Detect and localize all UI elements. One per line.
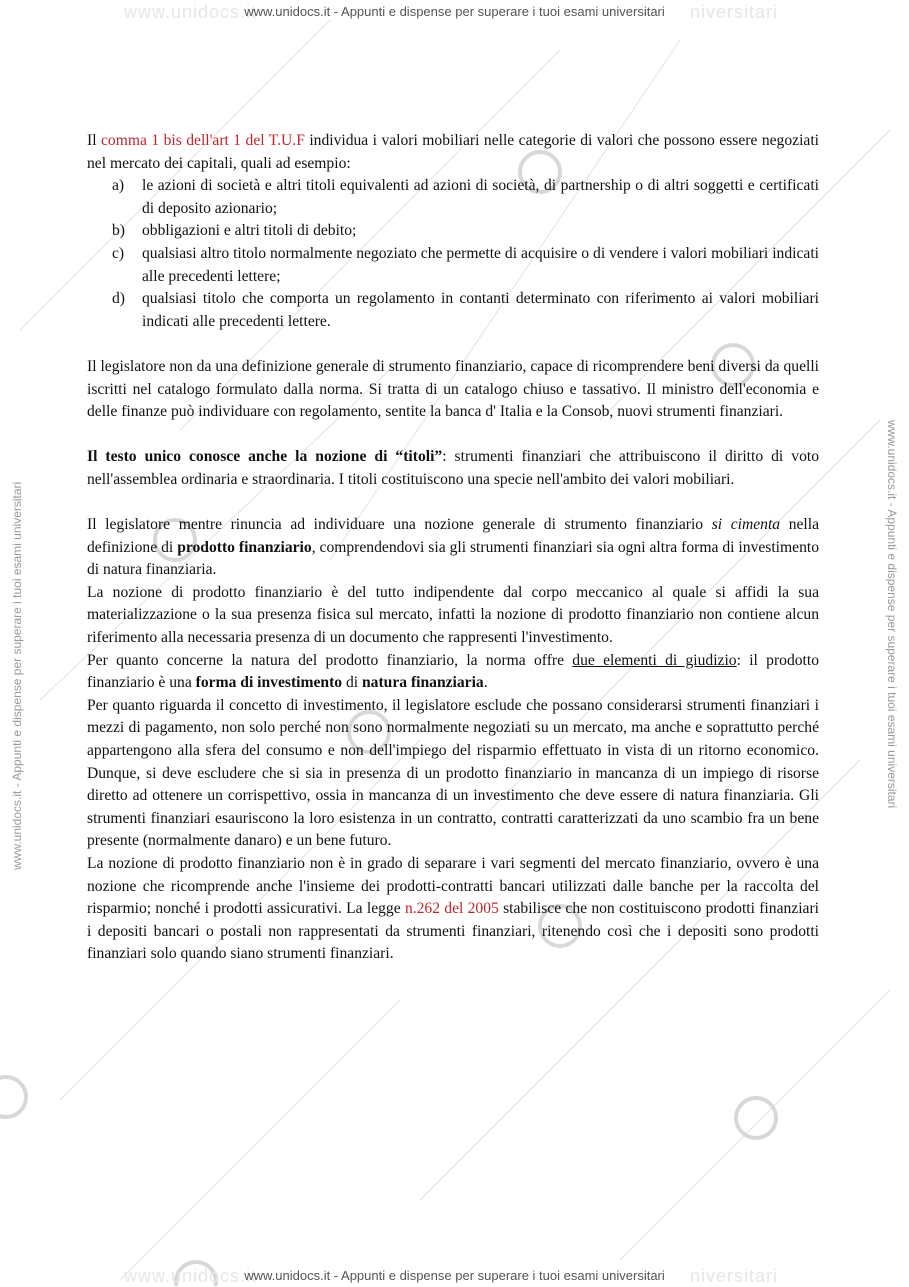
watermark-ghost-bottom: www.unidocs.it — [124, 1266, 258, 1286]
bold-text: forma di investimento — [195, 674, 343, 692]
list-item — [87, 220, 819, 243]
document-body — [87, 130, 819, 966]
bold-text: prodotto finanziario — [177, 538, 312, 556]
paragraph-segmenti — [87, 853, 819, 966]
text: stabilisce che non costituiscono prodotti finanziari i depositi bancari o postali non rappresentati da strumenti finanziari, ritenendo così che i depositi sono prodotti finanziari solo quando siano strumenti finanziari. — [87, 900, 819, 963]
side-watermark-right: www.unidocs.it - Appunti e dispense per superare i tuoi esami universitari — [885, 420, 899, 809]
italic-text: si cimenta — [711, 516, 781, 534]
watermark-ghost-top-right: niversitari — [690, 2, 779, 22]
side-watermark-left: www.unidocs.it - Appunti e dispense per superare i tuoi esami universitari — [10, 481, 24, 870]
list-item-text: qualsiasi titolo che comporta un regolamento in contanti determinato con riferimento ai valori mobiliari indicati alle precedenti lettere. — [142, 290, 819, 330]
text: Il legislatore mentre rinuncia ad individuare una nozione generale di strumento finanziario — [87, 516, 712, 534]
text: nella definizione di — [87, 516, 820, 556]
underlined-text: due elementi di giudizio — [572, 651, 737, 669]
bold-text: natura finanziaria — [362, 674, 484, 692]
list-item — [87, 175, 819, 220]
list-item — [87, 288, 819, 333]
list-marker: d) — [112, 290, 125, 308]
text: Per quanto concerne la natura del prodotto finanziario, la norma offre — [87, 651, 573, 669]
paragraph-investimento: Per quanto riguarda il concetto di investimento, il legislatore esclude che possano considerarsi strumenti finanziari i mezzi di pagamento, non solo perché non sono normalmente negoziati su un mercato, ma anche e soprattutto perché appartengono alla sfera del consumo e non dell'impiego del risparmio effettuato in vista di un ritorno economico. Dunque, si deve escludere che si sia in presenza di un prodotto finanziario in mancanza di un impiego di risorse diretto ad ottenere un corrispettivo, ossia in mancanza di un investimento che deve essere di natura finanziaria. Gli strumenti finanziari esauriscono la loro esistenza in un contratto, contratti caratterizzati da uno scambio fra un bene presente (normalmente danaro) e un bene futuro. — [87, 696, 819, 850]
text: Il — [87, 132, 101, 149]
law-reference: n.262 del 2005 — [404, 900, 499, 918]
bold-text: Il testo unico conosce anche la nozione di “titoli” — [87, 448, 443, 466]
text: La nozione di prodotto finanziario non è in grado di separare i vari segmenti del mercato finanziario, ovvero è una nozione che ricomprende anche l'insieme dei prodotti-contratti bancari utilizzati dalle banche per la raccolta del risparmio; nonché i prodotti assicurativi. La legge — [87, 855, 819, 918]
list-item-text: obbligazioni e altri titoli di debito; — [142, 222, 357, 240]
paragraph-definition: Il legislatore non da una definizione generale di strumento finanziario, capace di ricomprendere beni diversi da quelli iscritti nel catalogo formulato dalla norma. Si tratta di un catalogo chiuso e tassativo. Il ministro dell'economia e delle finanze può individuare con regolamento, sentite la banca d' Italia e la Consob, nuovi strumenti finanziari. — [87, 357, 819, 421]
paragraph-natura — [87, 650, 819, 695]
unidocs-logo-icon — [736, 1098, 776, 1138]
paragraph-titoli — [87, 446, 819, 491]
unidocs-logo-icon — [0, 1077, 26, 1117]
paragraph-securities-intro — [87, 130, 819, 175]
watermark-ghost-top: www.unidocs.it — [124, 2, 258, 22]
text: , comprendendovi sia gli strumenti finanziari sia ogni altra forma di investimento di natura finanziaria. — [87, 538, 819, 579]
text: : strumenti finanziari che attribuiscono il diritto di voto nell'assemblea ordinaria e straordinaria. I titoli costituiscono una specie nell'ambito dei valori mobiliari. — [87, 448, 819, 488]
text: di — [342, 674, 362, 692]
watermark-ghost-bottom-right: niversitari — [690, 1266, 779, 1286]
law-reference: comma 1 bis dell'art 1 del T.U.F — [100, 132, 305, 149]
paragraph-prodotto-finanziario — [87, 514, 819, 582]
header-watermark: www.unidocs.it - Appunti e dispense per superare i tuoi esami universitari — [244, 4, 665, 19]
list-marker: c) — [112, 244, 125, 262]
text: individua i valori mobiliari nelle categorie di valori che possono essere negoziati nel mercato dei capitali, quali ad esempio: — [87, 132, 819, 172]
list-marker: a) — [112, 177, 125, 195]
securities-list — [87, 175, 819, 333]
footer-watermark: www.unidocs.it - Appunti e dispense per superare i tuoi esami universitari — [244, 1268, 665, 1283]
text: : il prodotto finanziario è una — [87, 651, 820, 692]
list-item-text: qualsiasi altro titolo normalmente negoziato che permette di acquisire o di vendere i valori mobiliari indicati alle precedenti lettere; — [142, 244, 819, 285]
list-marker: b) — [112, 222, 125, 240]
paragraph-nozione: La nozione di prodotto finanziario è del tutto indipendente dal corpo meccanico al quale si affidi la sua materializzazione o la sua presenza fisica sul mercato, infatti la nozione di prodotto finanziario non contiene alcun riferimento alla necessaria presenza di un documento che rappresenti l'investimento. — [87, 583, 819, 647]
list-item-text: le azioni di società e altri titoli equivalenti ad azioni di società, di partnership o di altri soggetti e certificati di deposito azionario; — [142, 177, 819, 217]
list-item — [87, 243, 819, 288]
text: . — [483, 674, 488, 692]
